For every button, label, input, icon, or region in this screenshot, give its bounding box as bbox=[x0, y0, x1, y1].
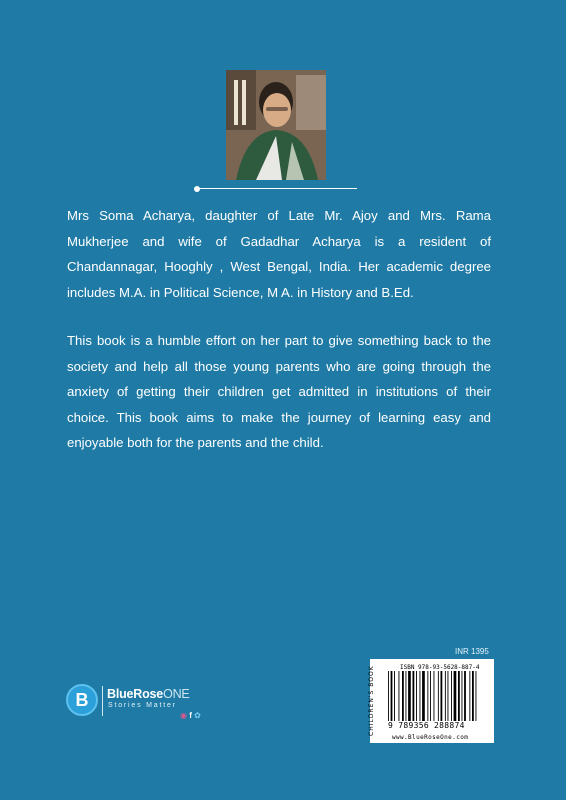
facebook-icon: f bbox=[189, 711, 192, 720]
barcode-bar bbox=[448, 671, 449, 721]
barcode-bar bbox=[445, 671, 446, 721]
barcode-bar bbox=[451, 671, 452, 721]
publisher-tagline: Stories Matter bbox=[108, 702, 177, 709]
barcode-bar bbox=[434, 671, 435, 721]
barcode-bar bbox=[406, 671, 407, 721]
barcode-bar bbox=[458, 671, 460, 721]
logo-separator bbox=[102, 686, 103, 716]
barcode-bar bbox=[402, 671, 404, 721]
barcode-bar bbox=[394, 671, 395, 721]
barcode-bar bbox=[420, 671, 421, 721]
price-label: INR 1395 bbox=[455, 647, 489, 656]
publisher-name bbox=[107, 687, 190, 701]
twitter-icon: ✿ bbox=[194, 711, 201, 720]
author-photo bbox=[226, 70, 326, 180]
barcode-bar bbox=[462, 671, 463, 721]
divider-dot bbox=[194, 186, 200, 192]
isbn-label: ISBN 978-93-5628-887-4 bbox=[400, 664, 480, 671]
barcode-bar bbox=[413, 671, 415, 721]
book-description-paragraph: This book is a humble effort on her part to give something back to the society and help all those young parents who are going through the anxiety of getting their children get admitted in institutions of their choice. This book aims to make the journey of learning easy and enjoyable both for the parents and the child. bbox=[67, 333, 491, 450]
barcode-bar bbox=[454, 671, 457, 721]
barcode-block bbox=[370, 659, 494, 743]
barcode-bar bbox=[441, 671, 443, 721]
barcode-bars bbox=[386, 671, 490, 721]
barcode-bar bbox=[408, 671, 411, 721]
divider-line bbox=[197, 188, 357, 189]
barcode-bar bbox=[391, 671, 393, 721]
publisher-logo bbox=[66, 684, 216, 724]
barcode-bar bbox=[469, 671, 470, 721]
publisher-logo-icon: B bbox=[66, 684, 98, 716]
barcode-bar bbox=[472, 671, 474, 721]
social-icons bbox=[180, 711, 201, 720]
barcode-bar bbox=[388, 671, 389, 721]
barcode-bar bbox=[399, 671, 400, 721]
publisher-website: www.BlueRoseOne.com bbox=[392, 734, 469, 741]
publisher-name-text: BlueRose bbox=[107, 687, 164, 701]
barcode-bar bbox=[416, 671, 417, 721]
author-bio-paragraph: Mrs Soma Acharya, daughter of Late Mr. Ajoy and Mrs. Rama Mukherjee and wife of Gadadhar Acharya is a resident of Chandannagar, Hooghly , West Bengal, India. Her academic degree includes M.A. in Political Science, M A. in History and B.Ed. bbox=[67, 208, 491, 300]
barcode-bar bbox=[464, 671, 466, 721]
barcode-bar bbox=[427, 671, 428, 721]
barcode-bar bbox=[422, 671, 425, 721]
instagram-icon: ◉ bbox=[180, 711, 187, 720]
barcode-bar bbox=[476, 671, 477, 721]
barcode-digits: 9 789356 288874 bbox=[388, 721, 465, 730]
category-label: CHILDREN'S BOOK bbox=[368, 665, 375, 737]
barcode-bar bbox=[438, 671, 439, 721]
publisher-name-suffix: ONE bbox=[163, 687, 190, 701]
barcode-bar bbox=[430, 671, 431, 721]
